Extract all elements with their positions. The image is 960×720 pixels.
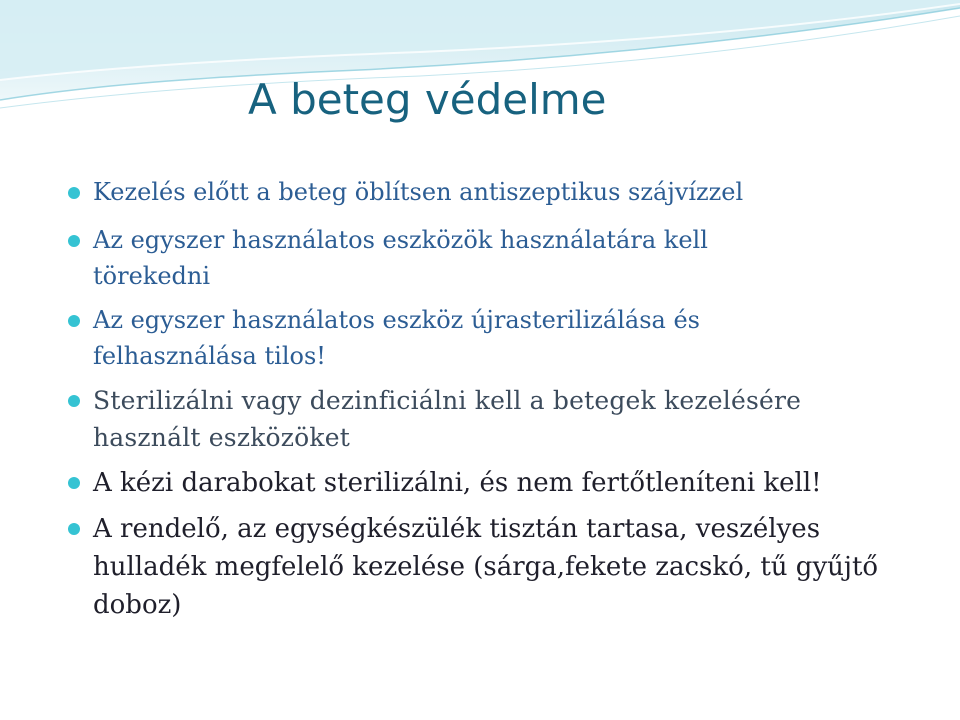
bullet-item [93,302,943,374]
bullet-list [93,174,943,624]
bullet-icon [68,523,80,535]
bullet-icon [68,395,80,407]
bullet-item [93,382,943,456]
slide-title: A beteg védelme [248,75,607,124]
bullet-item [93,464,943,502]
bullet-item [93,174,943,210]
bullet-text: Sterilizálni vagy dezinficiálni kell a betegek kezelésére [93,386,802,415]
bullet-text: doboz) [93,590,182,620]
bullet-icon [68,187,80,199]
bullet-text: törekedni [93,262,211,290]
bullet-text: használt eszközöket [93,423,351,452]
bullet-text: Az egyszer használatos eszköz újrasterilizálása és [93,306,700,334]
bullet-icon [68,235,80,247]
bullet-text: felhasználása tilos! [93,342,326,370]
bullet-icon [68,477,80,489]
bullet-text: A rendelő, az egységkészülék tisztán tartasa, veszélyes [93,514,821,544]
bullet-text: A kézi darabokat sterilizálni, és nem fertőtleníteni kell! [93,468,822,498]
bullet-item [93,510,943,624]
bullet-text: Az egyszer használatos eszközök használatára kell [93,226,708,254]
bullet-item [93,222,943,294]
bullet-text: Kezelés előtt a beteg öblítsen antiszeptikus szájvízzel [93,178,744,206]
bullet-text: hulladék megfelelő kezelése (sárga,fekete zacskó, tű gyűjtő [93,552,879,582]
bullet-icon [68,315,80,327]
